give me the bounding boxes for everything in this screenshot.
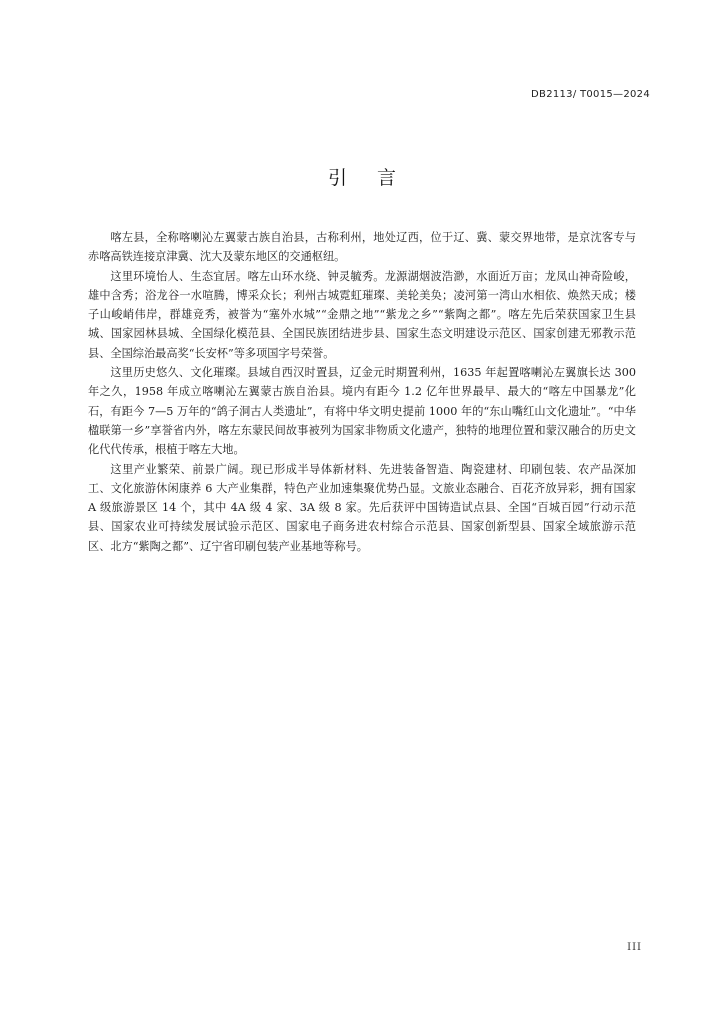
paragraph-environment: 这里环境怡人、生态宜居。喀左山环水绕、钟灵毓秀。龙源湖烟波浩渺，水面近万亩；龙凤山神奇险峻，雄中含秀；浴龙谷一水喧腾，博采众长；利州古城霓虹璀璨、美轮美奂；凌河第一湾山水相依、焕然天成；楼子山峻峭伟岸，群雄竞秀，被誉为“塞外水城”“金鼎之地”“紫龙之乡”“紫陶之都”。喀左先后荣获国家卫生县城、国家园林县城、全国绿化模范县、全国民族团结进步县、国家生态文明建设示范区、国家创建无邪教示范县、全国综治最高奖“长安杯”等多项国字号荣誉。 xyxy=(88,269,636,360)
paragraph-history: 这里历史悠久、文化璀璨。县域自西汉时置县，辽金元时期置利州，1635 年起置喀喇沁左翼旗长达 300 年之久，1958 年成立喀喇沁左翼蒙古族自治县。境内有距今 1.2 亿年世界最早、最大的“喀左中国暴龙”化石，有距今 7—5 万年的“鸽子洞古人类遗址”，有将中华文明史提前 1000 年的“东山嘴红山文化遗址”。“中华楹联第一乡”享誉省内外，喀左东蒙民间故事被列为国家非物质文化遗产，独特的地理位置和蒙汉融合的历史文化代代传承，根植于喀左大地。 xyxy=(88,366,636,457)
paragraph-location: 喀左县，全称喀喇沁左翼蒙古族自治县，古称利州，地处辽西，位于辽、冀、蒙交界地带，是京沈客专与赤喀高铁连接京津冀、沈大及蒙东地区的交通枢纽。 xyxy=(88,231,636,264)
document-code: DB2113/ T0015—2024 xyxy=(531,89,650,100)
page-number: III xyxy=(627,942,642,953)
paragraph-industry: 这里产业繁荣、前景广阔。现已形成半导体新材料、先进装备智造、陶瓷建材、印刷包装、农产品深加工、文化旅游休闲康养 6 大产业集群，特色产业加速集聚优势凸显。文旅业态融合、百花齐放异彩，拥有国家 A 级旅游景区 14 个，其中 4A 级 4 家、3A 级 8 家。先后获评中国铸造试点县、全国“百城百园”行动示范县、国家农业可持续发展试验示范区、国家电子商务进农村综合示范县、国家创新型县、国家全域旅游示范区、北方“紫陶之都”、辽宁省印刷包装产业基地等称号。 xyxy=(88,462,636,553)
body-text xyxy=(88,228,636,556)
page-title: 引言 xyxy=(327,167,426,189)
